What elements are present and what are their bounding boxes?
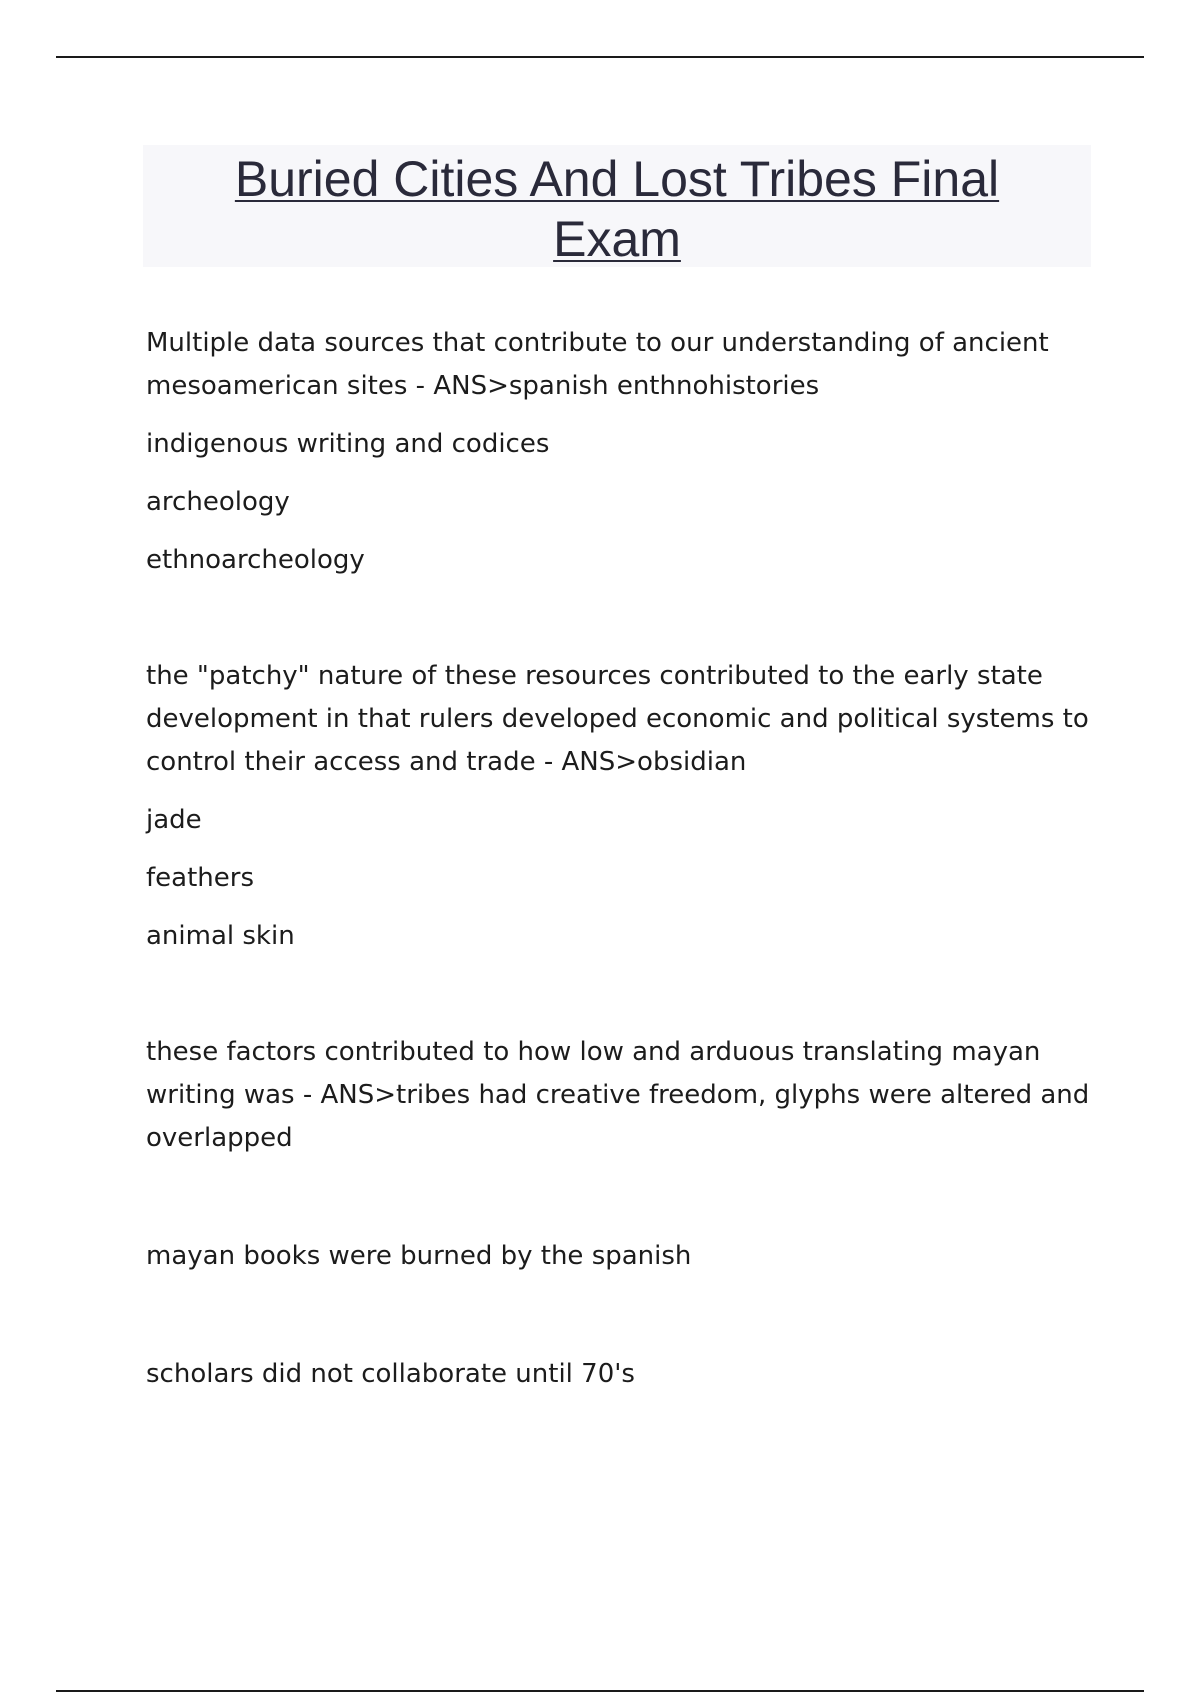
spacer (146, 973, 1096, 1031)
entry-question: the "patchy" nature of these resources contributed to the early state development in that rulers developed economic and political systems to control their access and trade - ANS>obsidian (146, 661, 1089, 777)
entry-answer: jade (146, 805, 202, 835)
entry-question: Multiple data sources that contribute to our understanding of ancient mesoamerican sites - ANS>spanish enthnohistories (146, 328, 1049, 401)
title-banner (143, 145, 1091, 267)
footer-rule (56, 1690, 1144, 1692)
page-title: Buried Cities And Lost Tribes Final Exam (234, 151, 1000, 267)
document-body (146, 322, 1096, 1411)
entry-answer: animal skin (146, 921, 295, 951)
entry-question: these factors contributed to how low and arduous translating mayan writing was - ANS>tribes had creative freedom, glyphs were altered and overlapped (146, 1037, 1090, 1153)
spacer (146, 597, 1096, 655)
extra-line: scholars did not collaborate until 70's (146, 1359, 635, 1389)
spacer (146, 1175, 1096, 1235)
entry-answer: indigenous writing and codices (146, 429, 550, 459)
header-rule (56, 56, 1144, 58)
spacer (146, 1293, 1096, 1353)
entry-answer: ethnoarcheology (146, 545, 365, 575)
entry-answer: feathers (146, 863, 254, 893)
entry-answer: archeology (146, 487, 290, 517)
extra-line: mayan books were burned by the spanish (146, 1241, 692, 1271)
